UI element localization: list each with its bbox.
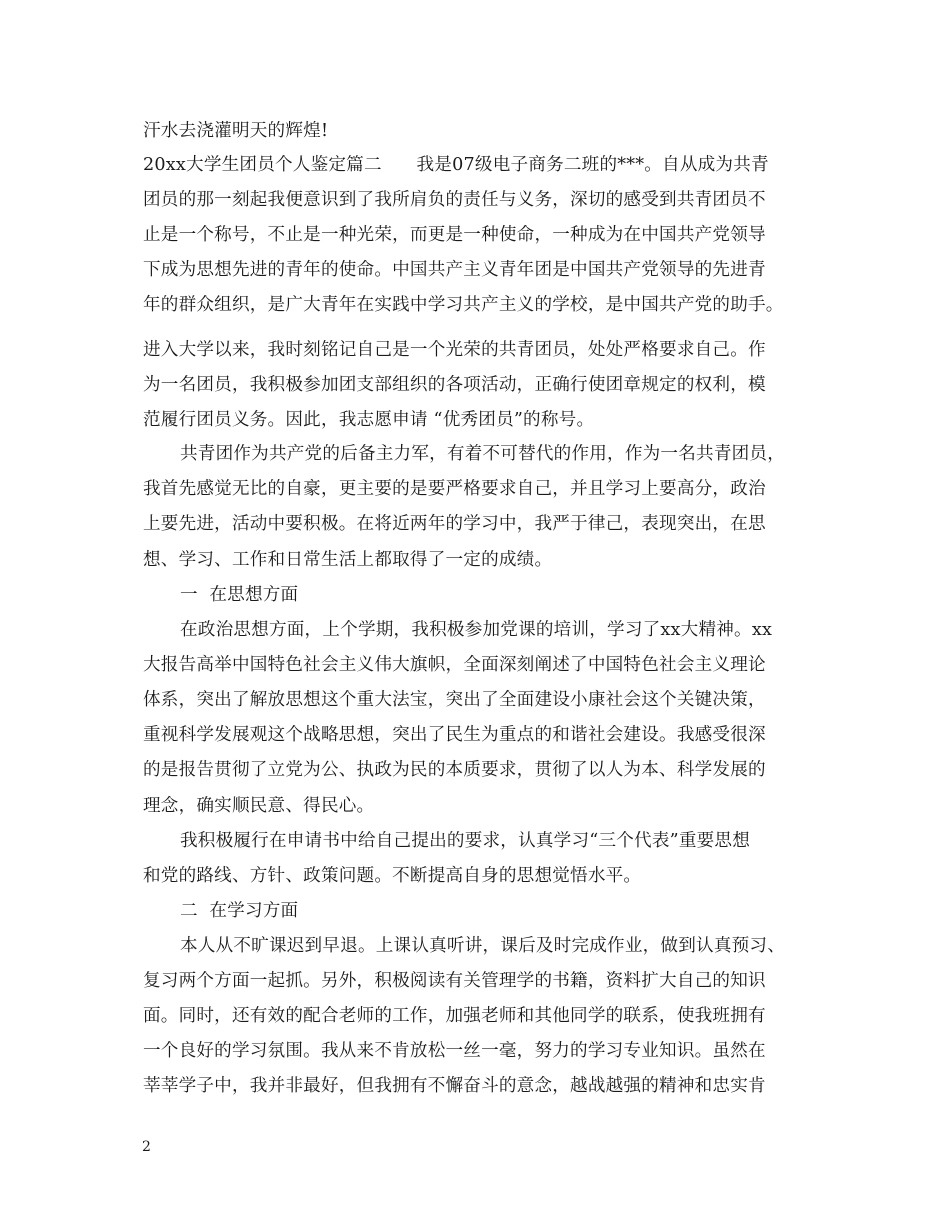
text-line: 体系，突出了解放思想这个重大法宝，突出了全面建设小康社会这个关键决策， <box>143 690 766 710</box>
text-line: 重视科学发展观这个战略思想，突出了民生为重点的和谐社会建设。我感受很深 <box>143 725 766 745</box>
text-line: 大报告高举中国特色社会主义伟大旗帜，全面深刻阐述了中国特色社会主义理论 <box>143 655 766 675</box>
text-line: 理念，确实顺民意、得民心。 <box>143 796 375 816</box>
paragraph-first-line: 共青团作为共产党的后备主力军，有着不可替代的作用，作为一名共青团员， <box>180 444 785 464</box>
text-line: 20xx大学生团员个人鉴定篇二 我是07级电子商务二班的***。自从成为共青 <box>143 155 769 175</box>
text-line: 止是一个称号，不止是一种光荣，而更是一种使命，一种成为在中国共产党领导 <box>143 225 766 245</box>
text-line: 莘莘学子中，我并非最好，但我拥有不懈奋斗的意念，越战越强的精神和忠实肯 <box>143 1076 766 1096</box>
paragraph-first-line: 本人从不旷课迟到早退。上课认真听讲，课后及时完成作业，做到认真预习、 <box>180 936 785 956</box>
section-heading: 二 在学习方面 <box>180 901 299 921</box>
text-line: 下成为思想先进的青年的使命。中国共产主义青年团是中国共产党领导的先进青 <box>143 260 766 280</box>
text-line: 一个良好的学习氛围。我从来不肯放松一丝一毫，努力的学习专业知识。虽然在 <box>143 1041 766 1061</box>
text-line: 的是报告贯彻了立党为公、执政为民的本质要求，贯彻了以人为本、科学发展的 <box>143 760 766 780</box>
text-line: 范履行团员义务。因此，我志愿申请 “优秀团员”的称号。 <box>143 410 595 430</box>
text-line: 和党的路线、方针、政策问题。不断提高自身的思想觉悟水平。 <box>143 866 642 886</box>
text-line: 年的群众组织，是广大青年在实践中学习共产主义的学校，是中国共产党的助手。 <box>143 295 784 315</box>
section-heading: 一 在思想方面 <box>180 585 299 605</box>
text-line: 我首先感觉无比的自豪，更主要的是要严格要求自己，并且学习上要高分，政治 <box>143 479 766 499</box>
text-line: 汗水去浇灌明天的辉煌! <box>143 121 329 141</box>
paragraph-first-line: 在政治思想方面，上个学期，我积极参加党课的培训，学习了xx大精神。xx <box>180 620 773 640</box>
text-line: 进入大学以来，我时刻铭记自己是一个光荣的共青团员，处处严格要求自己。作 <box>143 340 766 360</box>
text-line: 面。同时，还有效的配合老师的工作，加强老师和其他同学的联系，使我班拥有 <box>143 1006 766 1026</box>
text-line: 为一名团员，我积极参加团支部组织的各项活动，正确行使团章规定的权利，模 <box>143 375 766 395</box>
text-line: 想、学习、工作和日常生活上都取得了一定的成绩。 <box>143 550 553 570</box>
page-number: 2 <box>142 1139 151 1155</box>
text-line: 复习两个方面一起抓。另外，积极阅读有关管理学的书籍，资料扩大自己的知识 <box>143 971 766 991</box>
text-line: 团员的那一刻起我便意识到了我所肩负的责任与义务，深切的感受到共青团员不 <box>143 190 766 210</box>
text-line: 上要先进，活动中要积极。在将近两年的学习中，我严于律己，表现突出，在思 <box>143 514 766 534</box>
paragraph-first-line: 我积极履行在申请书中给自己提出的要求，认真学习“三个代表”重要思想 <box>180 831 750 851</box>
